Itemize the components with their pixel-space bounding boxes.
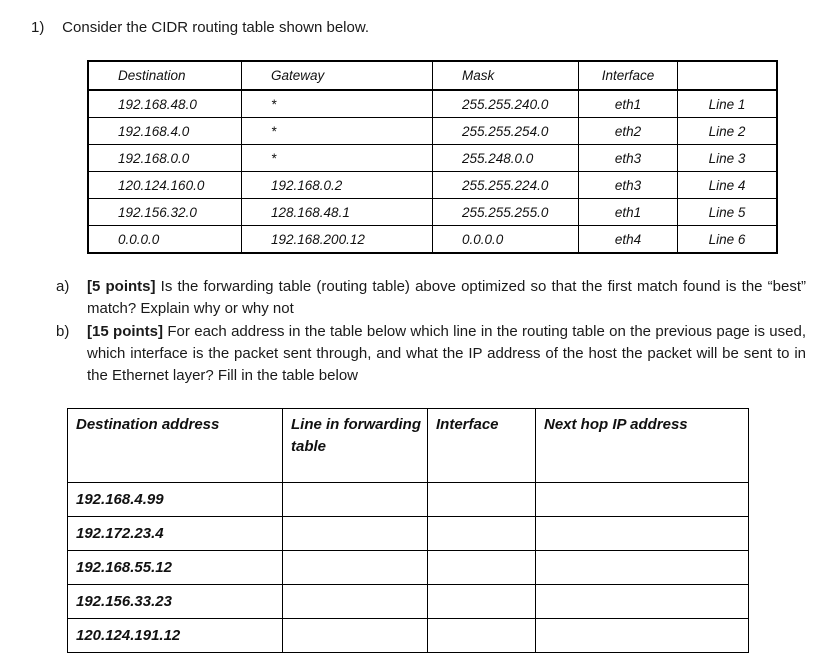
cell-interface: eth2 [579,118,678,145]
cell-gateway: 192.168.0.2 [242,172,433,199]
routing-table-header [88,61,777,90]
cell-line-in-table[interactable] [283,619,428,653]
subquestion-b [56,321,806,387]
subquestion-marker: a) [56,278,70,295]
answer-table [67,408,749,653]
cell-destination: 192.168.48.0 [88,90,242,118]
header-interface: Interface [579,61,678,90]
cell-interface[interactable] [428,551,536,585]
subquestion-points: [5 points] [87,278,156,295]
cell-next-hop-ip[interactable] [536,551,749,585]
cell-destination-address: 192.172.23.4 [68,517,283,551]
cell-destination: 192.168.4.0 [88,118,242,145]
cell-interface: eth3 [579,145,678,172]
cell-mask: 255.255.240.0 [433,90,579,118]
cell-line: Line 3 [678,145,778,172]
cell-line-in-table[interactable] [283,483,428,517]
cell-interface: eth3 [579,172,678,199]
cell-destination: 120.124.160.0 [88,172,242,199]
subquestion-a [56,276,806,320]
answer-table-row [68,517,749,551]
subquestion-text: For each address in the table below which line in the routing table on the previous page is used, which interface is the packet sent through, and what the IP address of the host the packet will be sent to in the Ethernet layer? Fill in the table below [87,323,806,384]
answer-table-row [68,585,749,619]
answer-table-row [68,551,749,585]
cell-mask: 255.248.0.0 [433,145,579,172]
header-destination: Destination [88,61,242,90]
header-interface: Interface [428,409,536,483]
header-destination-address: Destination address [68,409,283,483]
cell-interface: eth4 [579,226,678,254]
cell-gateway: * [242,118,433,145]
cell-destination-address: 192.168.55.12 [68,551,283,585]
cell-destination-address: 192.156.33.23 [68,585,283,619]
cell-destination-address: 120.124.191.12 [68,619,283,653]
question-heading [31,19,369,36]
question-number: 1) [31,19,45,36]
cell-interface[interactable] [428,619,536,653]
answer-table-row [68,483,749,517]
answer-table-row [68,619,749,653]
subquestion-marker: b) [56,323,70,340]
subquestions [56,276,806,388]
cell-destination: 0.0.0.0 [88,226,242,254]
header-gateway: Gateway [242,61,433,90]
routing-table-row [88,118,777,145]
cell-gateway: 192.168.200.12 [242,226,433,254]
cell-destination-address: 192.168.4.99 [68,483,283,517]
subquestion-text: Is the forwarding table (routing table) above optimized so that the first match found is the “best” match? Explain why or why not [87,278,806,317]
routing-table-row [88,145,777,172]
cell-destination: 192.156.32.0 [88,199,242,226]
cell-interface[interactable] [428,517,536,551]
cell-interface: eth1 [579,199,678,226]
cell-next-hop-ip[interactable] [536,517,749,551]
cell-line-in-table[interactable] [283,551,428,585]
cell-line: Line 2 [678,118,778,145]
header-line-in-forwarding-table: Line in forwarding table [283,409,428,483]
cell-interface[interactable] [428,483,536,517]
cell-gateway: * [242,145,433,172]
cell-line-in-table[interactable] [283,585,428,619]
cell-line: Line 1 [678,90,778,118]
routing-table-row [88,90,777,118]
cell-mask: 255.255.254.0 [433,118,579,145]
routing-table-row [88,172,777,199]
cell-mask: 255.255.224.0 [433,172,579,199]
header-mask: Mask [433,61,579,90]
cell-line: Line 6 [678,226,778,254]
cell-interface[interactable] [428,585,536,619]
cell-next-hop-ip[interactable] [536,585,749,619]
cell-line: Line 5 [678,199,778,226]
cell-line: Line 4 [678,172,778,199]
routing-table-row [88,199,777,226]
header-line [678,61,778,90]
cell-line-in-table[interactable] [283,517,428,551]
header-next-hop: Next hop IP address [536,409,749,483]
question-text: Consider the CIDR routing table shown below. [62,19,370,36]
cell-mask: 0.0.0.0 [433,226,579,254]
cell-next-hop-ip[interactable] [536,619,749,653]
cell-next-hop-ip[interactable] [536,483,749,517]
cell-gateway: * [242,90,433,118]
cell-mask: 255.255.255.0 [433,199,579,226]
cell-destination: 192.168.0.0 [88,145,242,172]
answer-table-header [68,409,749,483]
cell-interface: eth1 [579,90,678,118]
subquestion-points: [15 points] [87,323,164,340]
routing-table-row [88,226,777,254]
cell-gateway: 128.168.48.1 [242,199,433,226]
routing-table [87,60,778,254]
